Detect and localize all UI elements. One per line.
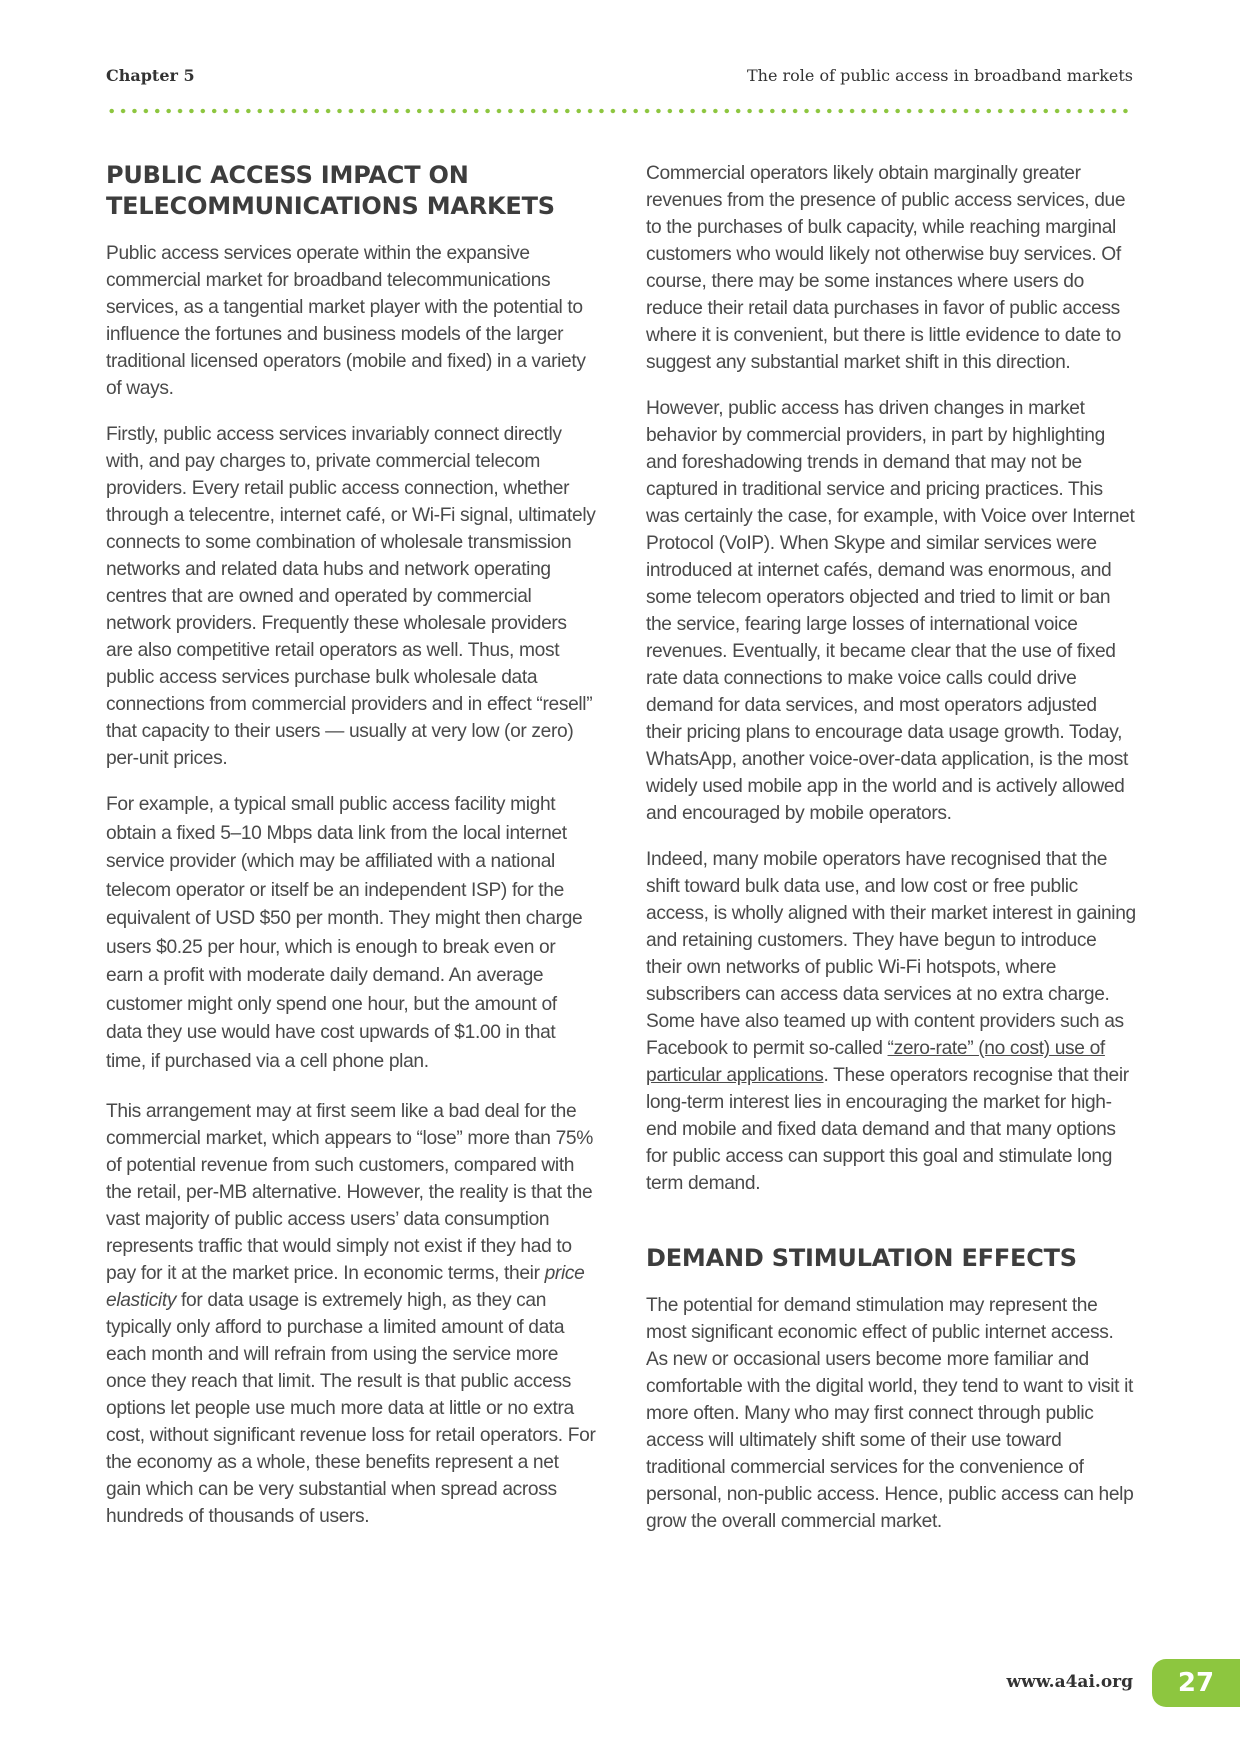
left-column <box>106 160 596 1530</box>
paragraph <box>106 1098 596 1530</box>
paragraph: Firstly, public access services invariably connect directly with, and pay charges to, private commercial telecom providers. Every retail public access connection, whether through a telecentre, internet café, or Wi-Fi signal, ultimately connects to some combination of wholesale transmission networks and related data hubs and network operating centres that are owned and operated by commercial network providers. Frequently these wholesale providers are also competitive retail operators as well. Thus, most public access services purchase bulk wholesale data connections from commercial providers and in effect “resell” that capacity to their users — usually at very low (or zero) per-unit prices. <box>106 424 596 769</box>
paragraph: Public access services operate within the expansive commercial market for broadband telecommunications services, as a tangential market player with the potential to influence the fortunes and business models of the larger traditional licensed operators (mobile and fixed) in a variety of ways. <box>106 243 586 399</box>
paragraph-text: . These operators recognise that their long-term interest lies in encouraging the market for high-end mobile and fixed data demand and that many options for public access can support this goal and stimulate long term demand. <box>646 1065 1129 1194</box>
paragraph: For example, a typical small public access facility might obtain a fixed 5–10 Mbps data link from the local internet service provider (which may be affiliated with a national telecom operator or itself be an independent ISP) for the equivalent of USD $50 per month. They might then charge users $0.25 per hour, which is enough to break even or earn a profit with moderate daily demand. An average customer might only spend one hour, but the amount of data they use would have cost upwards of $1.00 in that time, if purchased via a cell phone plan. <box>106 794 583 1072</box>
dotted-divider <box>106 108 1134 114</box>
paragraph-text: This arrangement may at first seem like a bad deal for the commercial market, which appears to “lose” more than 75% of potential revenue from such customers, compared with the retail, per-MB alternative. However, the reality is that the vast majority of public access users’ data consumption represents traffic that would simply not exist if they had to pay for it at the market price. In economic terms, their <box>106 1101 593 1284</box>
section-heading-public-access-impact: PUBLIC ACCESS IMPACT ON TELECOMMUNICATIONS MARKETS <box>106 161 555 220</box>
right-column <box>646 160 1136 1535</box>
paragraph: The potential for demand stimulation may represent the most significant economic effect of public internet access. As new or occasional users become more familiar and comfortable with the digital world, they tend to want to visit it more often. Many who may first connect through public access will ultimately shift some of their use toward traditional commercial services for the convenience of personal, non-public access. Hence, public access can help grow the overall commercial market. <box>646 1295 1134 1532</box>
section-heading-demand-stimulation: DEMAND STIMULATION EFFECTS <box>646 1244 1077 1272</box>
footer-website-link[interactable]: www.a4ai.org <box>1006 1672 1133 1692</box>
paragraph <box>646 846 1136 1197</box>
paragraph: Commercial operators likely obtain marginally greater revenues from the presence of public access services, due to the purchases of bulk capacity, while reaching marginal customers who would likely not otherwise buy services. Of course, there may be some instances where users do reduce their retail data purchases in favor of public access where it is convenient, but there is little evidence to date to suggest any substantial market shift in this direction. <box>646 163 1126 373</box>
page-number-badge: 27 <box>1152 1659 1240 1707</box>
running-header-title: The role of public access in broadband markets <box>746 66 1133 85</box>
emphasis-text: price elasticity <box>106 1263 585 1311</box>
paragraph: However, public access has driven changes in market behavior by commercial providers, in part by highlighting and foreshadowing trends in demand that may not be captured in traditional service and pricing practices. This was certainly the case, for example, with Voice over Internet Protocol (VoIP). When Skype and similar services were introduced at internet cafés, demand was enormous, and some telecom operators objected and tried to limit or ban the service, fearing large losses of international voice revenues. Eventually, it became clear that the use of fixed rate data connections to make voice calls could drive demand for data services, and most operators adjusted their pricing plans to encourage data usage growth. Today, WhatsApp, another voice-over-data application, is the most widely used mobile app in the world and is actively allowed and encouraged by mobile operators. <box>646 398 1135 824</box>
chapter-label: Chapter 5 <box>106 66 195 85</box>
paragraph-text: Indeed, many mobile operators have recognised that the shift toward bulk data use, and low cost or free public access, is wholly aligned with their market interest in gaining and retaining customers. They have begun to introduce their own networks of public Wi-Fi hotspots, where subscribers can access data services at no extra charge. Some have also teamed up with content providers such as Facebook to permit so-called <box>646 849 1136 1059</box>
zero-rate-link[interactable]: “zero-rate” (no cost) use of particular applications <box>646 1038 1105 1086</box>
paragraph-text: for data usage is extremely high, as they can typically only afford to purchase a limited amount of data each month and will refrain from using the service more once they reach that limit. The result is that public access options let people use much more data at little or no extra cost, without significant revenue loss for retail operators. For the economy as a whole, these benefits represent a net gain which can be very substantial when spread across hundreds of thousands of users. <box>106 1290 596 1527</box>
